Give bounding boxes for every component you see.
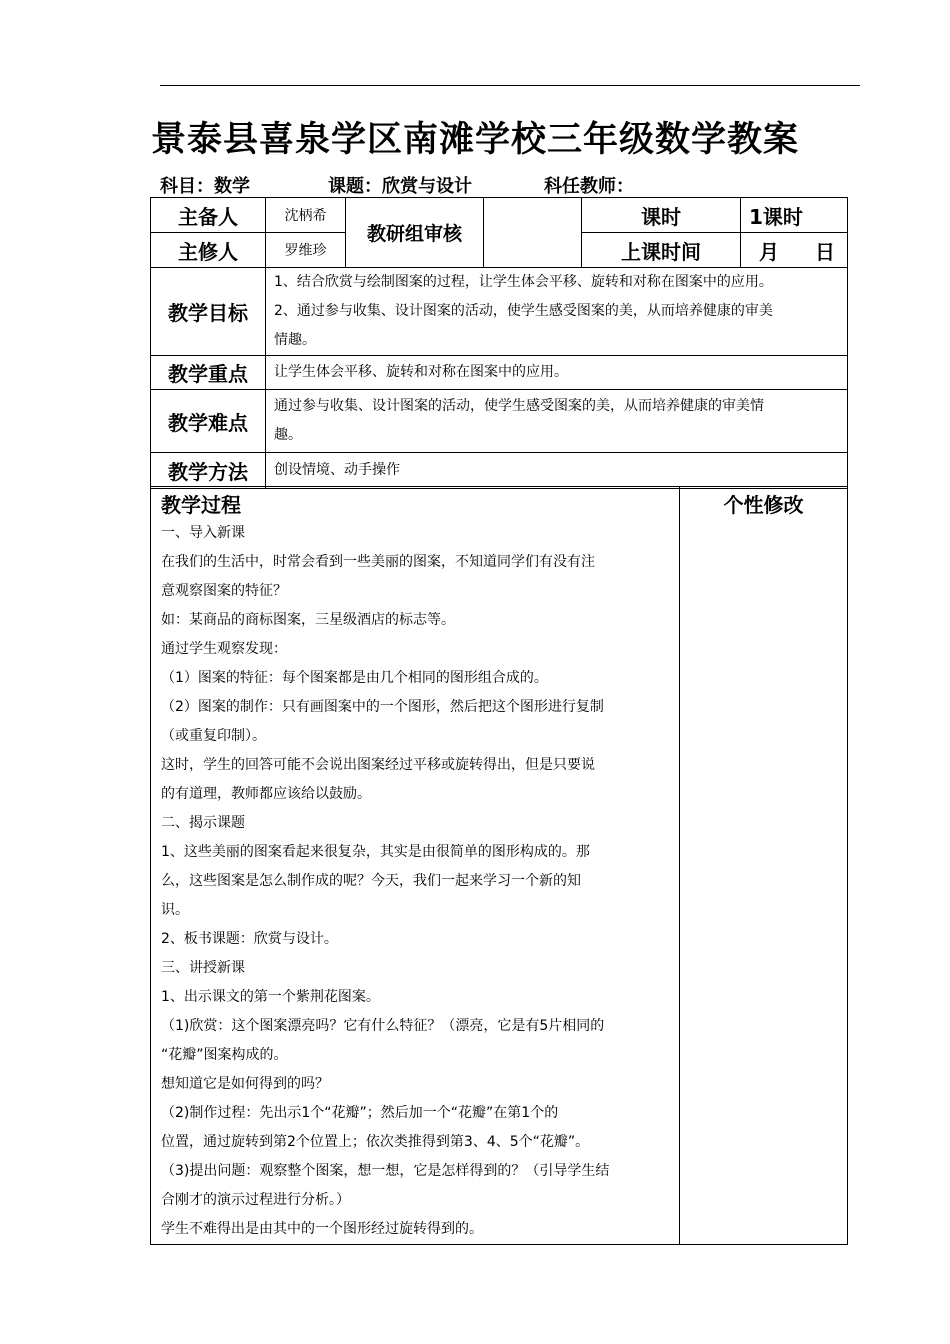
process-line: 在我们的生活中，时常会看到一些美丽的图案，不知道同学们有没有注	[161, 554, 595, 570]
process-line: 识。	[161, 902, 189, 918]
process-table	[150, 486, 848, 1245]
process-line: 么，这些图案是怎么制作成的呢？今天，我们一起来学习一个新的知	[161, 873, 581, 889]
process-line: （2)制作过程：先出示1个“花瓣”；然后加一个“花瓣”在第1个的	[161, 1105, 559, 1121]
difficulty-label: 教学难点	[151, 390, 266, 453]
day-label: 日	[815, 239, 835, 264]
goals-line: 1、结合欣赏与绘制图案的过程，让学生体会平移、旋转和对称在图案中的应用。	[274, 274, 773, 290]
goals-content	[266, 268, 848, 356]
process-lines	[151, 519, 679, 1244]
method-label: 教学方法	[151, 453, 266, 489]
info-table	[150, 197, 848, 489]
class-time-value	[741, 233, 848, 268]
main-rev-value: 罗维珍	[266, 233, 346, 268]
goals-label: 教学目标	[151, 268, 266, 356]
process-line: 一、导入新课	[161, 525, 245, 541]
process-line: （3)提出问题：观察整个图案，想一想，它是怎样得到的？（引导学生结	[161, 1163, 610, 1179]
difficulty-line: 通过参与收集、设计图案的活动，使学生感受图案的美，从而培养健康的审美情	[274, 398, 764, 414]
process-line: 想知道它是如何得到的吗？	[161, 1076, 329, 1092]
process-line: 的有道理，教师都应该给以鼓励。	[161, 786, 371, 802]
review-value	[484, 198, 582, 268]
difficulty-content	[266, 390, 848, 453]
difficulty-line: 趣。	[274, 427, 302, 443]
process-line: （1)欣赏：这个图案漂亮吗？它有什么特征？（漂亮，它是有5片相同的	[161, 1018, 605, 1034]
process-line: 如：某商品的商标图案，三星级酒店的标志等。	[161, 612, 455, 628]
process-line: 学生不难得出是由其中的一个图形经过旋转得到的。	[161, 1221, 483, 1237]
top-rule	[160, 85, 860, 86]
process-line: 意观察图案的特征？	[161, 583, 287, 599]
process-title: 教学过程	[161, 493, 241, 517]
hours-value: 1课时	[741, 198, 848, 233]
main-prep-value: 沈柄希	[266, 198, 346, 233]
process-line: 这时，学生的回答可能不会说出图案经过平移或旋转得出，但是只要说	[161, 757, 595, 773]
process-line: “花瓣”图案构成的。	[161, 1047, 288, 1063]
main-rev-label: 主修人	[151, 233, 266, 268]
month-label: 月	[759, 239, 779, 264]
process-line: 通过学生观察发现：	[161, 641, 287, 657]
meta-line	[160, 172, 634, 198]
side-cell	[680, 487, 848, 1245]
method-text: 创设情境、动手操作	[266, 453, 848, 489]
review-label: 教研组审核	[346, 198, 484, 268]
goals-line: 2、通过参与收集、设计图案的活动，使学生感受图案的美，从而培养健康的审美	[274, 303, 773, 319]
hours-label: 课时	[582, 198, 741, 233]
process-line: （或重复印制）。	[161, 728, 266, 744]
process-line: （1）图案的特征：每个图案都是由几个相同的图形组合成的。	[161, 670, 548, 686]
class-time-label: 上课时间	[582, 233, 741, 268]
process-line: 2、板书课题：欣赏与设计。	[161, 931, 338, 947]
side-title: 个性修改	[723, 493, 804, 517]
process-line: 位置，通过旋转到第2个位置上；依次类推得到第3、4、5个“花瓣”。	[161, 1134, 590, 1150]
focus-label: 教学重点	[151, 356, 266, 390]
main-prep-label: 主备人	[151, 198, 266, 233]
process-cell	[151, 487, 680, 1245]
process-line: （2）图案的制作：只有画图案中的一个图形，然后把这个图形进行复制	[161, 699, 604, 715]
goals-line: 情趣。	[274, 332, 316, 348]
meta-teacher: 科任教师：	[544, 176, 634, 197]
meta-topic: 课题：欣赏与设计	[328, 176, 472, 197]
process-line: 1、出示课文的第一个紫荆花图案。	[161, 989, 380, 1005]
process-line: 三、讲授新课	[161, 960, 245, 976]
process-line: 合刚才的演示过程进行分析。）	[161, 1192, 350, 1208]
focus-text: 让学生体会平移、旋转和对称在图案中的应用。	[266, 356, 848, 390]
process-line: 二、揭示课题	[161, 815, 245, 831]
process-line: 1、这些美丽的图案看起来很复杂，其实是由很简单的图形构成的。那	[161, 844, 590, 860]
meta-subject: 科目：数学	[160, 176, 250, 197]
page-title: 景泰县喜泉学区南滩学校三年级数学教案	[150, 119, 799, 160]
